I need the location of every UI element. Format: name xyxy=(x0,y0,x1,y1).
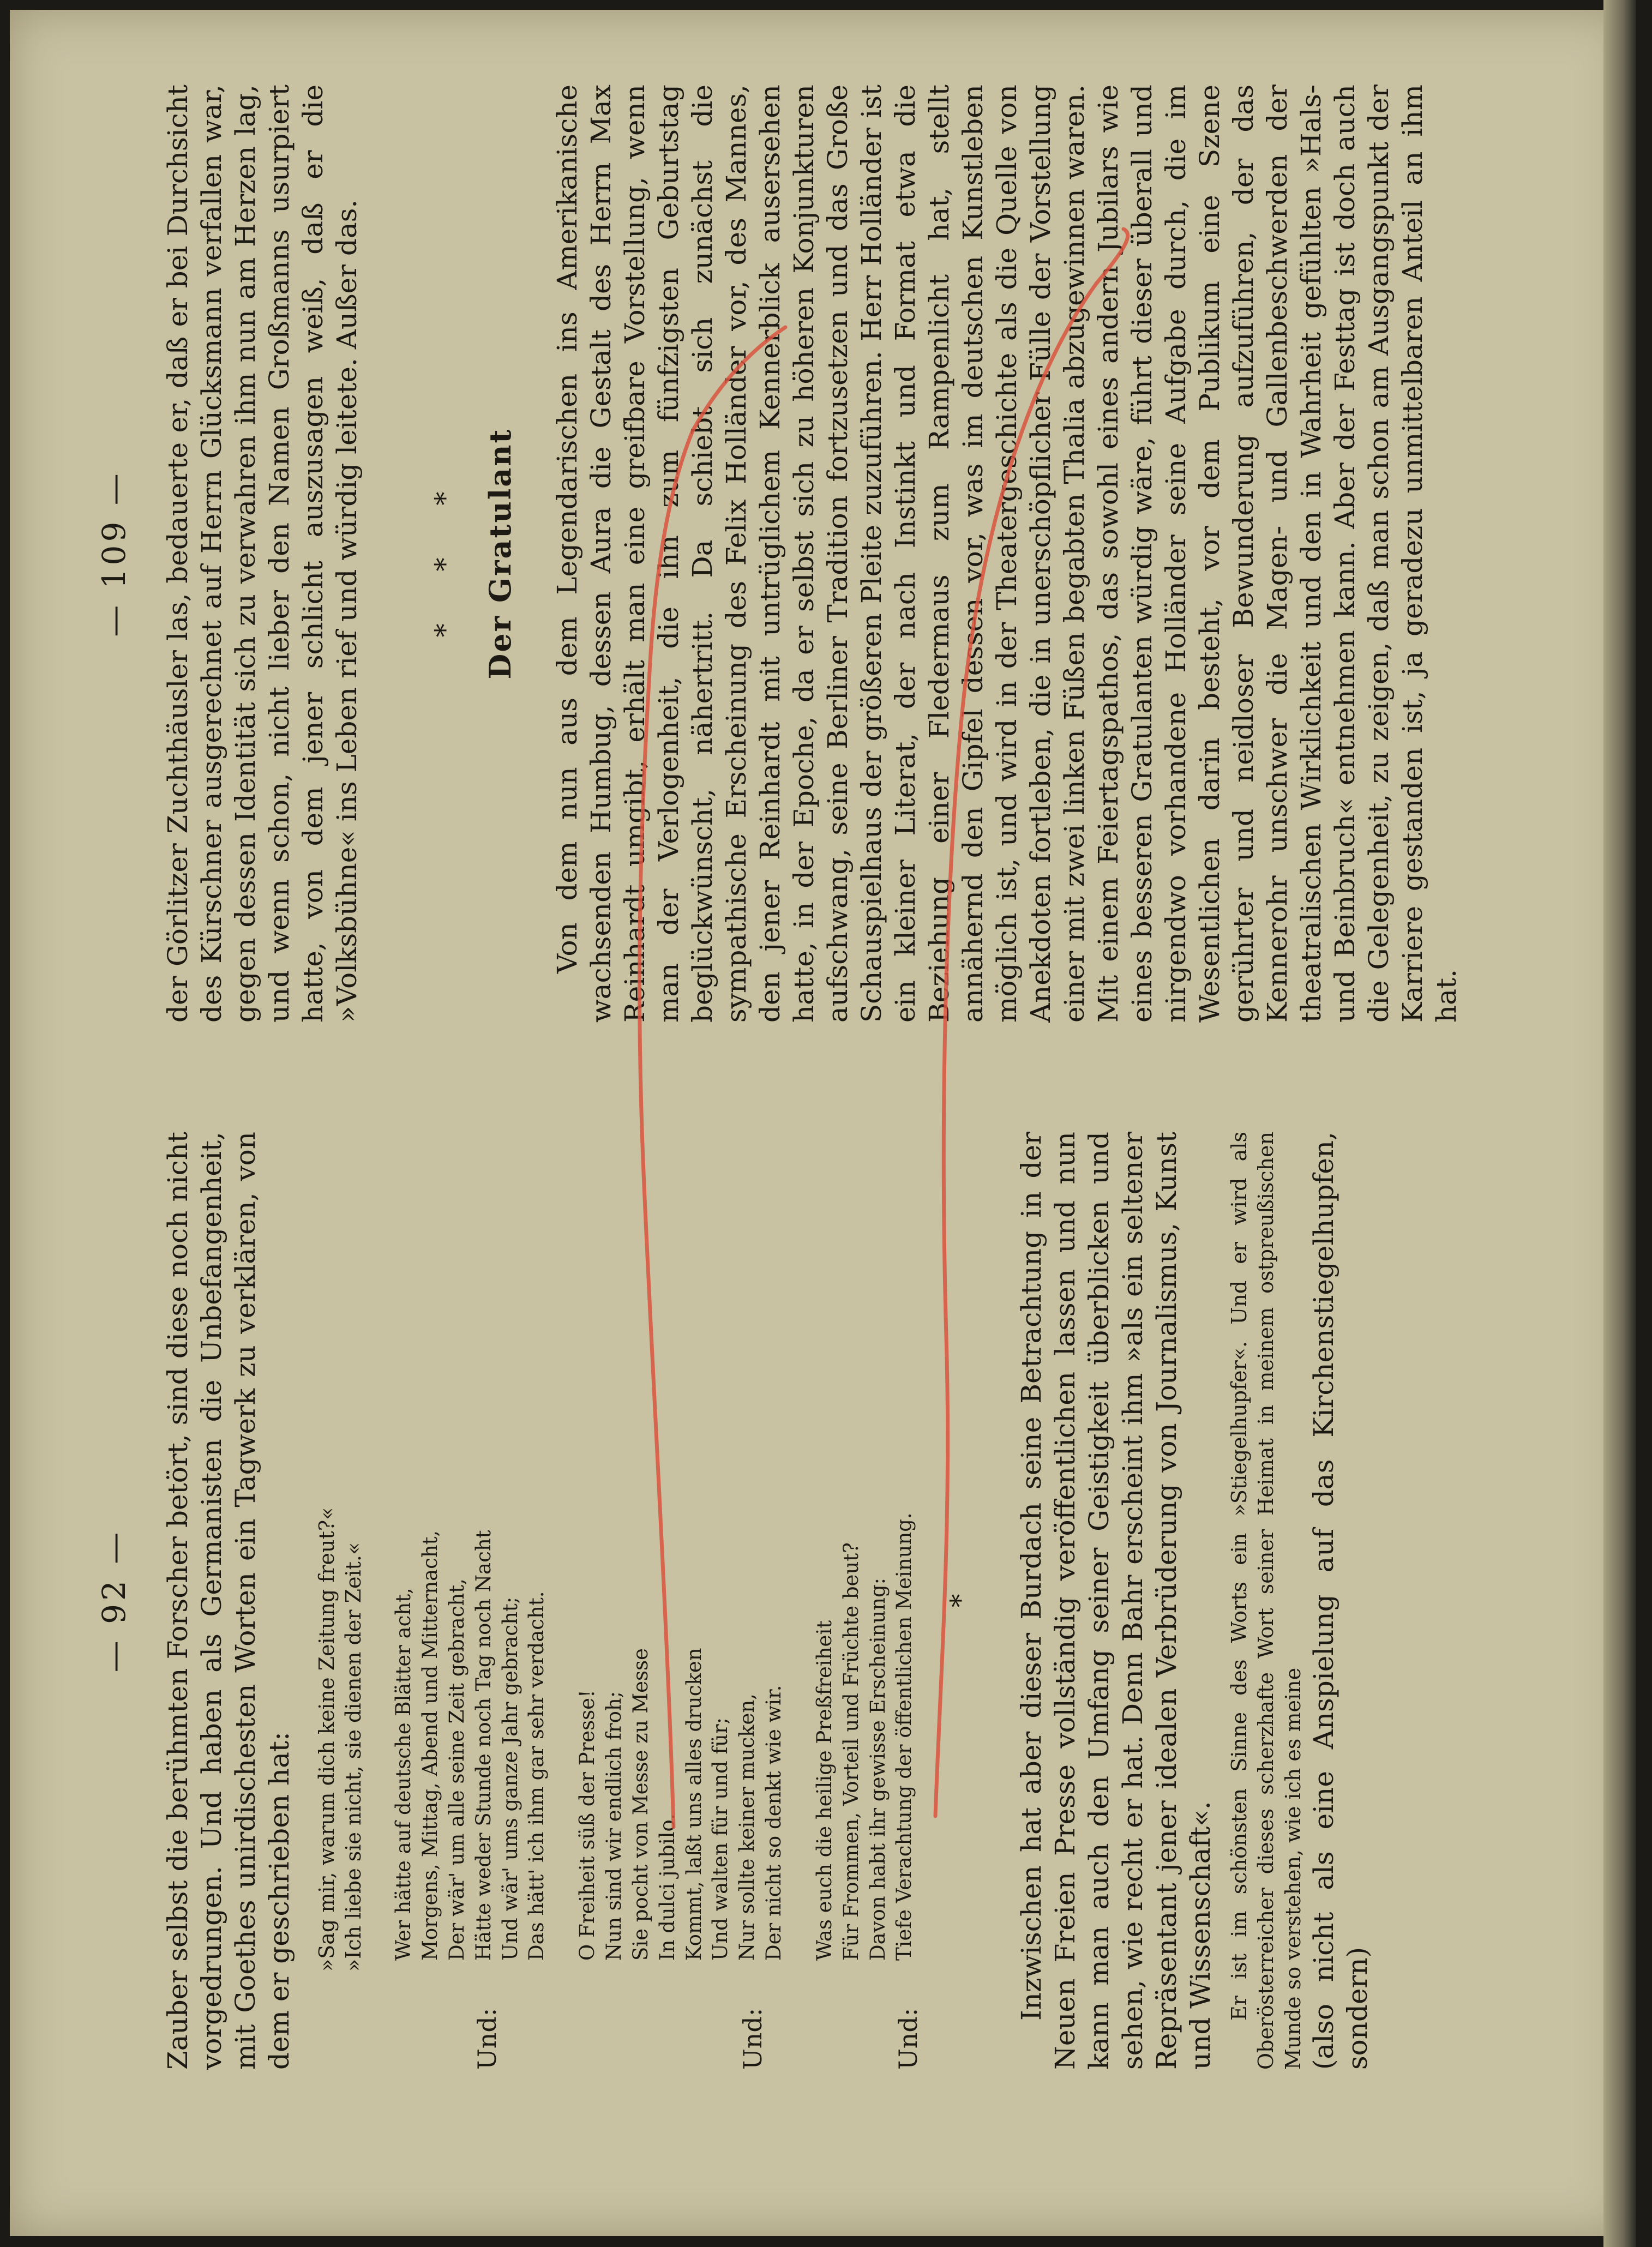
verse-line: Nur sollte keiner mucken, xyxy=(735,1693,759,1961)
right-page xyxy=(95,85,1462,1023)
quote-line: »Sag mir, warum dich keine Zeitung freut?« xyxy=(315,1507,339,1972)
section-separator-stars: * * * xyxy=(429,470,461,638)
left-page-body xyxy=(161,1132,1374,2070)
verse-label: Und: xyxy=(738,2008,768,2070)
verse-lines xyxy=(812,1512,923,1961)
verse-line: In dulci jubilo. xyxy=(655,1813,679,1961)
verse-lines xyxy=(574,1648,788,1961)
left-paragraph-small: Er ist im schönsten Sinne des Worts ein »Stiegelhupfer«. Und er wird als Oberösterreicher dieses scherzhafte Wort seiner Heimat in meinem ostpreußischen Munde so verstehen, wie ich es meine xyxy=(1227,1132,1305,2070)
verse-line: Was euch die heilige Preßfreiheit xyxy=(812,1620,836,1961)
verse-line: Der wär' um alle seine Zeit gebracht, xyxy=(444,1578,468,1961)
verse-block-2 xyxy=(574,1132,788,2070)
quote-line: »Ich liebe sie nicht, sie dienen der Zeit.« xyxy=(341,1542,365,1972)
page-spread xyxy=(95,85,1462,2070)
right-paragraph-1: der Görlitzer Zuchthäusler las, bedauerte er, daß er bei Durchsicht des Kürschner ausgerechnet auf Herrn Glücksmann verfallen war, gegen dessen Identität sich zu verwahren ihm nun am Herzen lag, und wenn schon, nicht lieber den Namen Großmanns usurpiert hatte, von dem jener schlicht auszusagen weiß, daß er die »Volksbühne« ins Leben rief und würdig leitete. Außer das. xyxy=(162,85,363,1023)
verse-line: Morgens, Mittag, Abend und Mitternacht, xyxy=(418,1530,442,1961)
section-title: Der Gratulant xyxy=(483,428,518,680)
verse-label: Und: xyxy=(472,2008,502,2070)
goethe-quote xyxy=(314,1132,367,2070)
left-paragraph-3: (also nicht als eine Anspielung auf das Kirchenstiegelhupfen, sondern) xyxy=(1308,1132,1374,2070)
verse-line: Das hätt' ich ihm gar sehr verdacht. xyxy=(525,1591,549,1961)
verse-line: Davon habt ihr gewisse Erscheinung: xyxy=(866,1577,890,1961)
verse-line: Kommt, laßt uns alles drucken xyxy=(682,1648,706,1961)
verse-line: Für Frommen, Vorteil und Früchte beut? xyxy=(839,1542,863,1961)
verse-line: Wer hätte auf deutsche Blätter acht, xyxy=(392,1588,416,1961)
verse-line: Der nicht so denkt wie wir. xyxy=(762,1685,786,1961)
section-separator-star: * xyxy=(944,1594,976,1608)
verse-line: Und wär' ums ganze Jahr gebracht; xyxy=(498,1596,522,1961)
page-number-left: — 92 — xyxy=(95,1529,133,1673)
verse-line: O Freiheit süß der Presse! xyxy=(575,1690,599,1961)
verse-block-1 xyxy=(391,1132,550,2070)
verse-block-3 xyxy=(812,1132,923,2070)
left-paragraph-1: Zauber selbst die berühmten Forscher betört, sind diese noch nicht vorgedrungen. Und haben als Germanisten die Unbefangenheit, mit Goethes unirdischesten Worten ein Tagwerk zu verklären, von dem er geschrieben hat: xyxy=(162,1132,295,2070)
verse-line: Sie pocht von Messe zu Messe xyxy=(628,1648,652,1961)
verse-lines xyxy=(391,1530,550,1961)
book-spine xyxy=(1603,0,1636,2247)
verse-line: Hätte weder Stunde noch Tag noch Nacht xyxy=(471,1530,495,1961)
page-number-right: — 109 — xyxy=(95,470,133,637)
left-paragraph-2: Inzwischen hat aber dieser Burdach seine Betrachtung in der Neuen Freien Presse vollständig veröffentlichen lassen und nun kann man auch den Umfang seiner Geistigkeit überblicken und sehen, wie recht er hat. Denn Bahr erscheint ihm »als ein seltener Repräsentant jener idealen Verbrüderung von Journalismus, Kunst und Wissenschaft«. xyxy=(1015,1132,1216,2070)
verse-line: Und walten für und für; xyxy=(708,1717,732,1961)
verse-line: Tiefe Verachtung der öffentlichen Meinung. xyxy=(892,1512,916,1961)
right-page-body xyxy=(161,85,1463,1023)
verse-line: Nun sind wir endlich froh; xyxy=(602,1691,626,1961)
left-page xyxy=(95,1132,1415,2070)
right-paragraph-2: Von dem nun aus dem Legendarischen ins Amerikanische wachsenden Humbug, dessen Aura die Gestalt des Herrn Max Reinhardt umgibt, erhält man eine greifbare Vorstellung, wenn man der Verlogenheit, die ihn zum fünfzigsten Geburtstag beglückwünscht, nähertritt. Da schiebt sich zunächst die sympathische Erscheinung des Felix Holländer vor, des Mannes, den jener Reinhardt mit untrüglichem Kennerblick ausersehen hatte, in der Epoche, da er selbst sich zu höheren Konjunkturen aufschwang, seine Berliner Tradition fortzusetzen und das Große Schauspielhaus der größeren Pleite zuzuführen. Herr Holländer ist ein kleiner Literat, der nach Instinkt und Format etwa die Beziehung einer Fledermaus zum Rampenlicht hat, stellt annähernd den Gipfel dessen vor, was im deutschen Kunstleben möglich ist, und wird in der Theatergeschichte als die Quelle von Anekdoten fortleben, die in unerschöpflicher Fülle der Vorstellung einer mit zwei linken Füßen begabten Thalia abzugewinnen waren. Mit einem Feiertagspathos, das sowohl eines andern Jubilars wie eines besseren Gratulanten würdig wäre, führt dieser überall und nirgendwo vorhandene Holländer seine Aufgabe durch, die im Wesentlichen darin besteht, vor dem Publikum eine Szene gerührter und neidloser Bewunderung aufzuführen, der das Kennerohr unschwer die Magen- und Gallenbeschwerden der theatralischen Wirklichkeit und den in Wahrheit gefühlten »Hals- und Beinbruch« entnehmen kann. Aber der Festtag ist doch auch die Gelegenheit, zu zeigen, daß man schon am Ausgangspunkt der Karriere gestanden ist, ja geradezu unmittelbaren Anteil an ihm hat. xyxy=(551,85,1462,1023)
verse-label: Und: xyxy=(893,2008,923,2070)
